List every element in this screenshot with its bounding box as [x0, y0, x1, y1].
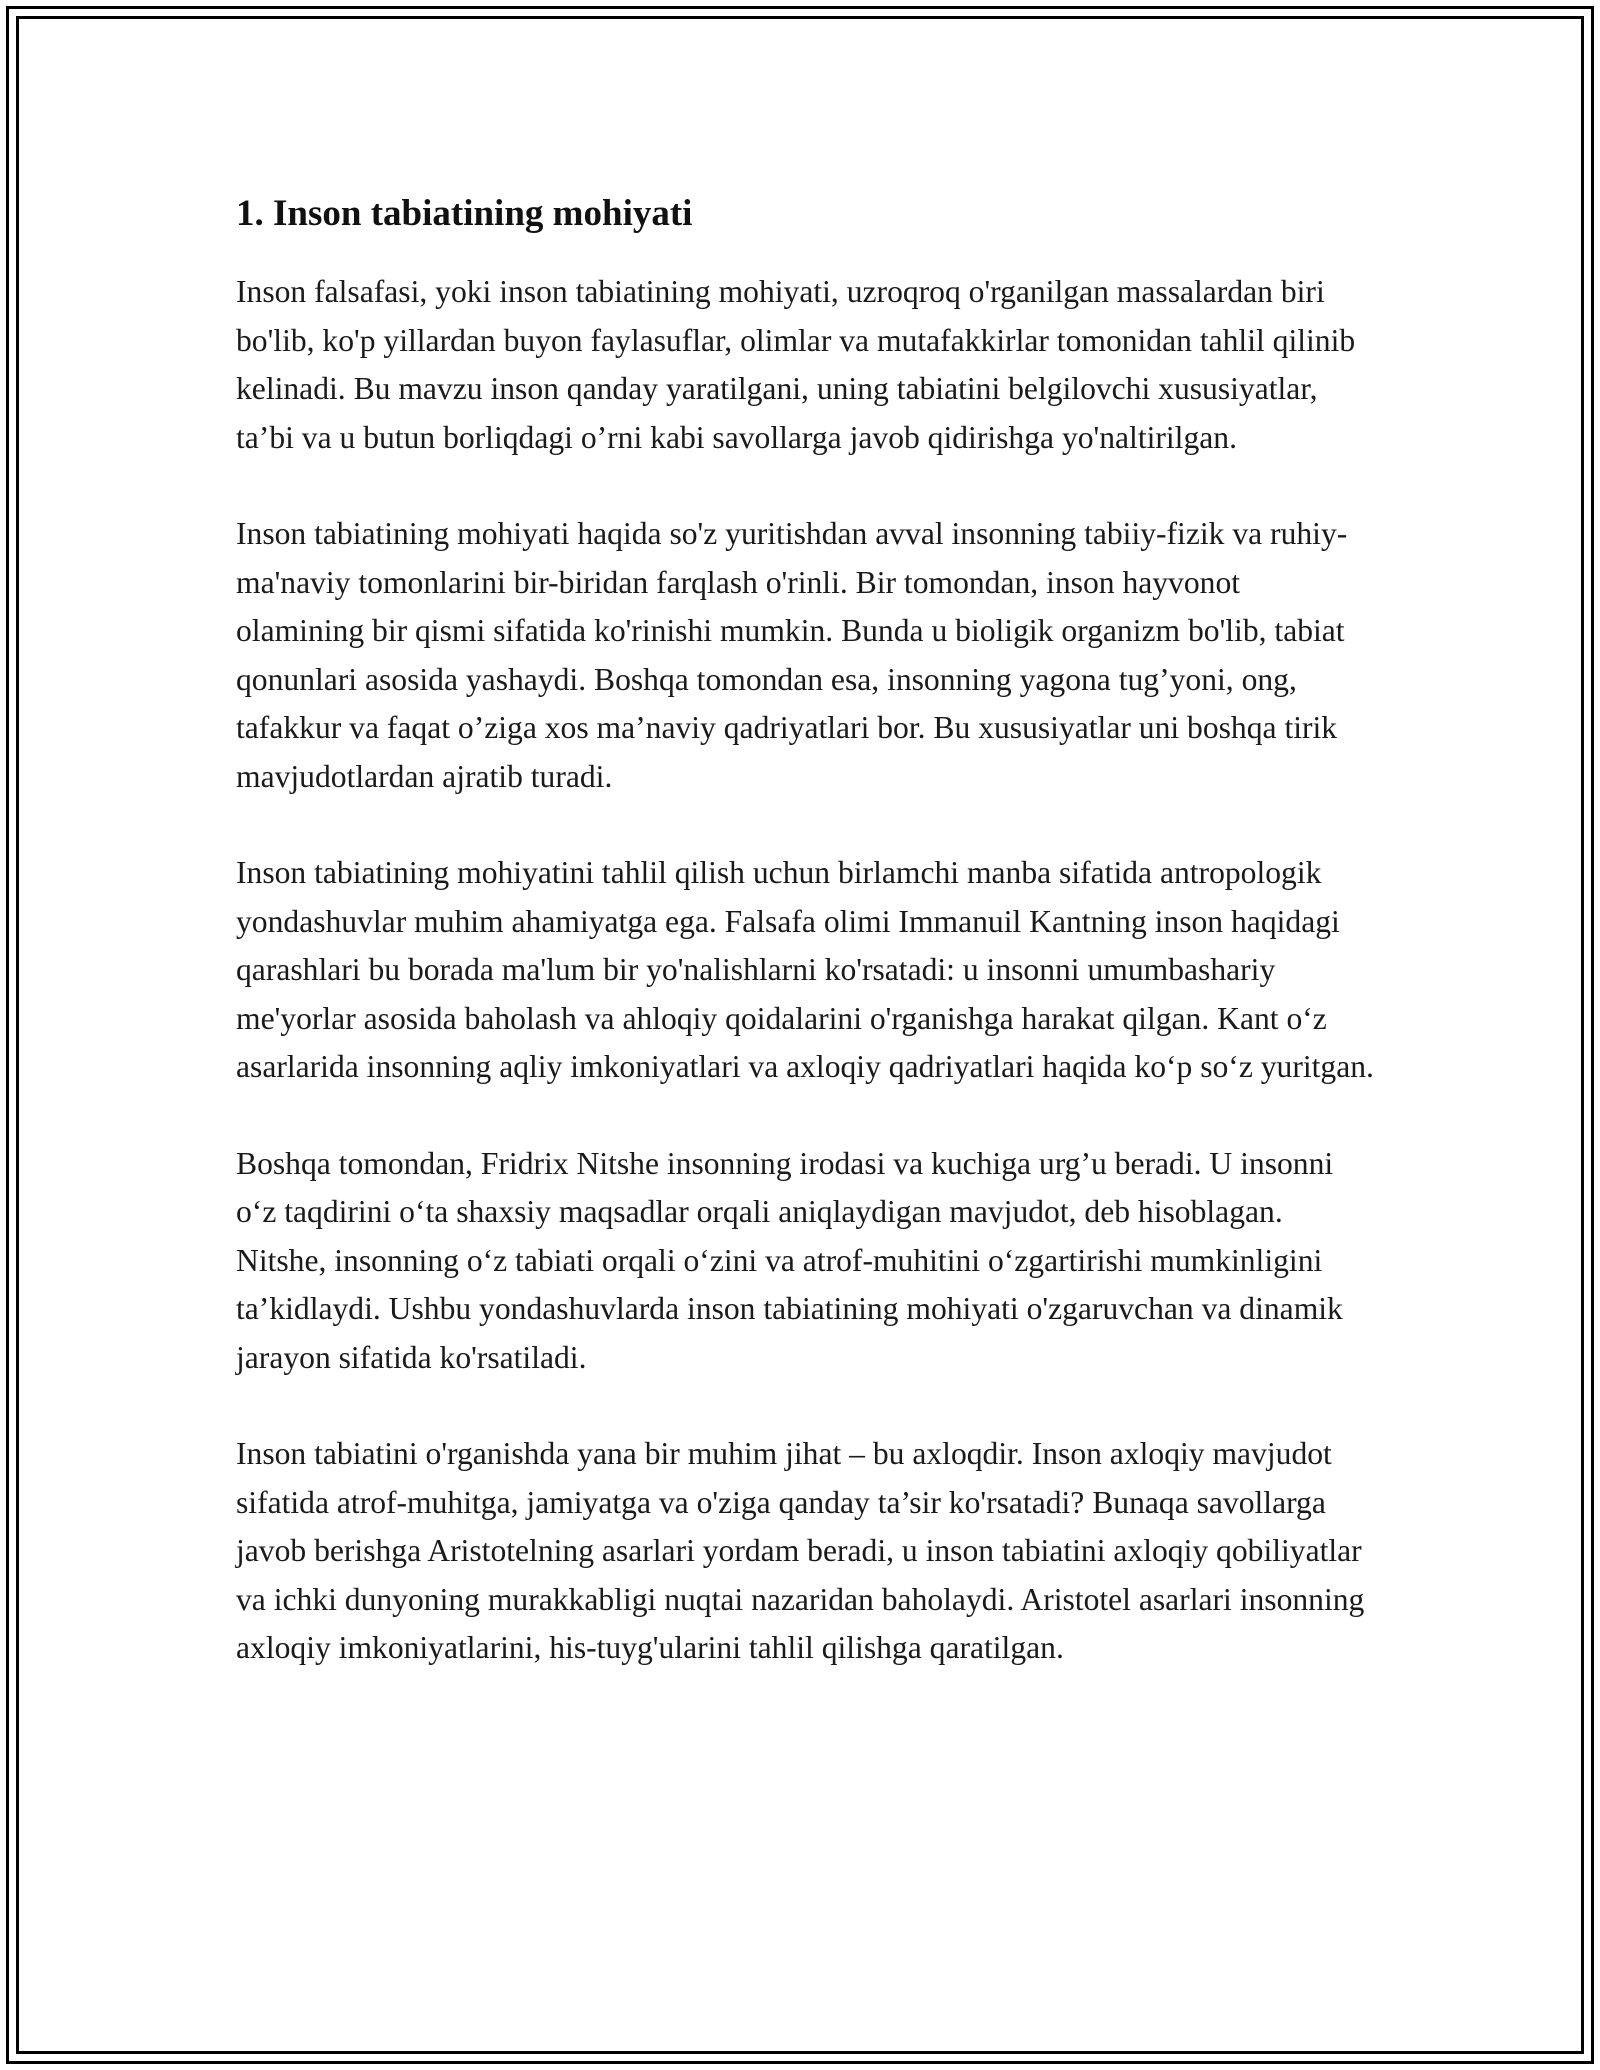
paragraph-1: Inson falsafasi, yoki inson tabiatining mohiyati, uzroqroq o'rganilgan massalardan biri bo'lib, ko'p yillardan buyon faylasuflar, olimlar va mutafakkirlar tomonidan tahlil qilinib kelinadi. Bu mavzu inson qanday yaratilgani, uning tabiatini belgilovchi xususiyatlar, ta’bi va u butun borliqdagi o’rni kabi savollarga javob qidirishga yo'naltirilgan.	[236, 274, 1356, 455]
section-heading: 1. Inson tabiatining mohiyati	[236, 193, 693, 234]
paragraph-2: Inson tabiatining mohiyati haqida so'z yuritishdan avval insonning tabiiy-fizik va ruhiy-ma'naviy tomonlarini bir-biridan farqlash o'rinli. Bir tomondan, inson hayvonot olamining bir qismi sifatida ko'rinishi mumkin. Bunda u bioligik organizm bo'lib, tabiat qonunlari asosida yashaydi. Boshqa tomondan esa, insonning yagona tug’yoni, ong, tafakkur va faqat o’ziga xos ma’naviy qadriyatlari bor. Bu xususiyatlar uni boshqa tirik mavjudotlardan ajratib turadi.	[236, 516, 1348, 794]
paragraph-5: Inson tabiatini o'rganishda yana bir muhim jihat – bu axloqdir. Inson axloqiy mavjudot sifatida atrof-muhitga, jamiyatga va o'ziga qanday ta’sir ko'rsatadi? Bunaqa savollarga javob berishga Aristotelning asarlari yordam beradi, u inson tabiatini axloqiy qobiliyatlar va ichki dunyoning murakkabligi nuqtai nazaridan baholaydi. Aristotel asarlari insonning axloqiy imkoniyatlarini, his-tuyg'ularini tahlil qilishga qaratilgan.	[236, 1436, 1365, 1665]
document-body	[236, 188, 1376, 1673]
paragraph-3: Inson tabiatining mohiyatini tahlil qilish uchun birlamchi manba sifatida antropologik yondashuvlar muhim ahamiyatga ega. Falsafa olimi Immanuil Kantning inson haqidagi qarashlari bu borada ma'lum bir yo'nalishlarni ko'rsatadi: u insonni umumbashariy me'yorlar asosida baholash va ahloqiy qoidalarini o'rganishga harakat qilgan. Kant o‘z asarlarida insonning aqliy imkoniyatlari va axloqiy qadriyatlari haqida ko‘p so‘z yuritgan.	[236, 855, 1374, 1084]
paragraph-4: Boshqa tomondan, Fridrix Nitshe insonning irodasi va kuchiga urg’u beradi. U insonni o‘z taqdirini o‘ta shaxsiy maqsadlar orqali aniqlaydigan mavjudot, deb hisoblagan. Nitshe, insonning o‘z tabiati orqali o‘zini va atrof-muhitini o‘zgartirishi mumkinligini ta’kidlaydi. Ushbu yondashuvlarda inson tabiatining mohiyati o'zgaruvchan va dinamik jarayon sifatida ko'rsatiladi.	[236, 1145, 1343, 1375]
